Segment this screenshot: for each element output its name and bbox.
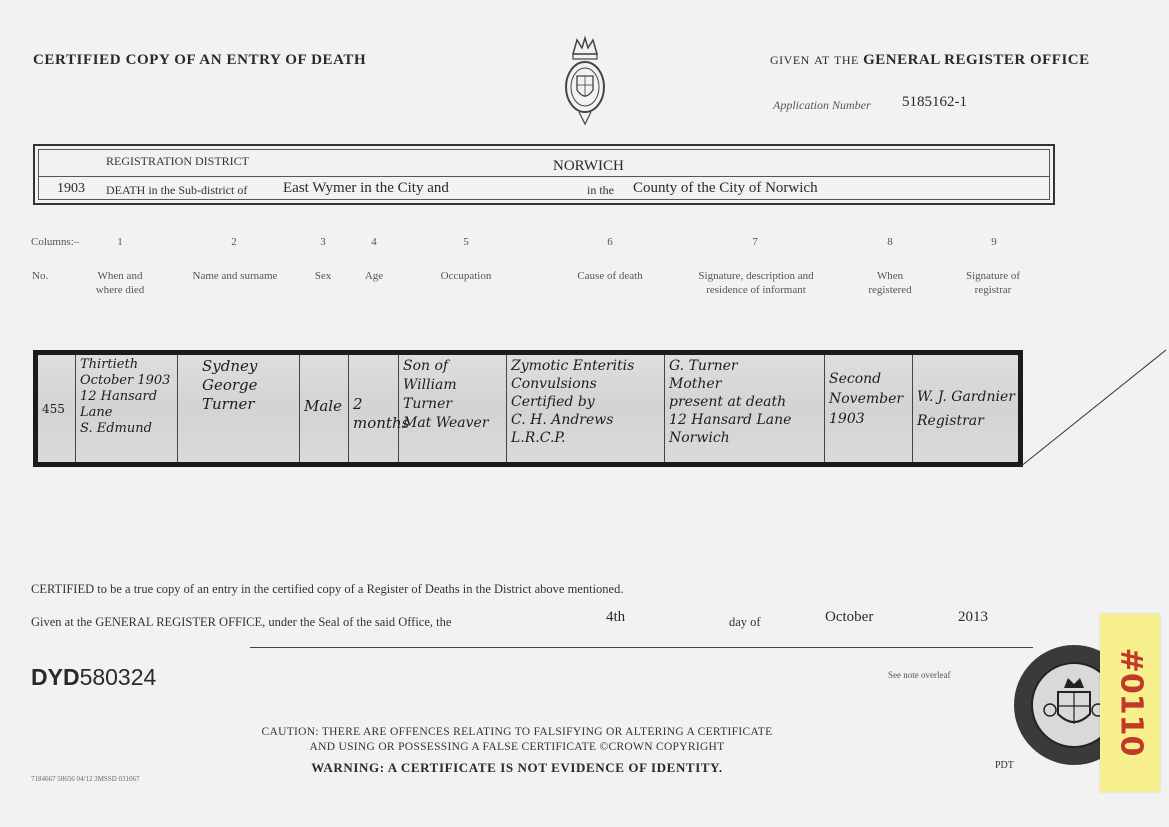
- col-number-1: 1: [117, 236, 123, 248]
- see-note-overleaf: See note overleaf: [888, 670, 951, 680]
- certified-month: October: [825, 609, 874, 625]
- col-header-age: Age: [364, 270, 384, 282]
- in-the-label: in the: [587, 183, 614, 197]
- identity-warning: WARNING: A CERTIFICATE IS NOT EVIDENCE OF IDENTITY.: [311, 760, 723, 775]
- col-header-when-where: When and where died: [95, 270, 145, 296]
- sub-district-label: DEATH in the Sub-district of: [106, 183, 248, 197]
- entry-occupation: Son of William Turner Mat Weaver: [399, 355, 507, 462]
- registration-box: [33, 144, 1055, 205]
- col-header-cause: Cause of death: [577, 270, 643, 282]
- col-number-2: 2: [231, 236, 237, 248]
- application-number: 5185162-1: [902, 94, 967, 110]
- pdt-mark: PDT: [995, 760, 1014, 771]
- print-code: 7184667 50656 04/12 3MSSD 031067: [31, 775, 140, 783]
- application-number-label: Application Number: [773, 98, 871, 112]
- certificate-title: CERTIFIED COPY OF AN ENTRY OF DEATH: [33, 52, 367, 68]
- registration-district: NORWICH: [553, 158, 624, 174]
- col-header-occupation: Occupation: [440, 270, 492, 282]
- col-number-9: 9: [991, 236, 997, 248]
- entry-sex: Male: [300, 355, 349, 462]
- sticky-note-text: #0110: [1113, 647, 1149, 757]
- certified-year: 2013: [958, 609, 988, 625]
- col-number-3: 3: [320, 236, 326, 248]
- entry-registered: Second November 1903: [825, 355, 913, 462]
- col-number-5: 5: [463, 236, 469, 248]
- entry-name: Sydney George Turner: [178, 355, 300, 462]
- col-header-informant: Signature, description and residence of informant: [698, 270, 814, 296]
- col-header-registered: When registered: [868, 270, 912, 296]
- certification-statement: CERTIFIED to be a true copy of an entry in the certified copy of a Register of Deaths in the District above mentioned.: [31, 582, 624, 596]
- col-number-6: 6: [607, 236, 613, 248]
- royal-crest-icon: [555, 32, 615, 128]
- entry-number: 455: [38, 355, 76, 462]
- col-number-4: 4: [371, 236, 377, 248]
- sub-district: East Wymer in the City and: [283, 180, 449, 196]
- caution-notice: CAUTION: THERE ARE OFFENCES RELATING TO FALSIFYING OR ALTERING A CERTIFICATE AND USING OR POSSESSING A FALSE CERTIFICATE ©CROWN COPYRIGHT: [261, 726, 773, 753]
- register-entry: [33, 350, 1023, 467]
- entry-registrar: W. J. Gardnier Registrar: [917, 389, 1015, 429]
- entry-informant: G. Turner Mother present at death 12 Hansard Lane Norwich: [665, 355, 825, 462]
- col-number-7: 7: [752, 236, 758, 248]
- entry-when-where: Thirtieth October 1903 12 Hansard Lane S. Edmund: [76, 355, 178, 462]
- registration-year: 1903: [57, 181, 85, 196]
- cancel-line: [1018, 350, 1168, 470]
- given-at-statement: Given at the GENERAL REGISTER OFFICE, under the Seal of the said Office, the: [31, 615, 452, 629]
- serial-number: DYD580324: [31, 664, 157, 690]
- county: County of the City of Norwich: [633, 180, 818, 196]
- day-of-label: day of: [729, 615, 761, 629]
- columns-label: Columns:–: [31, 236, 80, 248]
- entry-age: 2 months: [349, 355, 399, 462]
- col-header-registrar: Signature of registrar: [965, 270, 1021, 296]
- sticky-note: [1100, 614, 1160, 792]
- issuing-office: GIVEN AT THE GENERAL REGISTER OFFICE: [770, 52, 1090, 68]
- col-header-name: Name and surname: [192, 270, 278, 282]
- col-header-sex: Sex: [314, 270, 332, 282]
- col-number-8: 8: [887, 236, 893, 248]
- col-no-label: No.: [32, 270, 49, 282]
- entry-cause: Zymotic Enteritis Convulsions Certified by C. H. Andrews L.R.C.P.: [507, 355, 665, 462]
- certified-day: 4th: [606, 609, 626, 625]
- signature-rule: [250, 647, 1033, 648]
- registration-district-label: REGISTRATION DISTRICT: [106, 154, 249, 168]
